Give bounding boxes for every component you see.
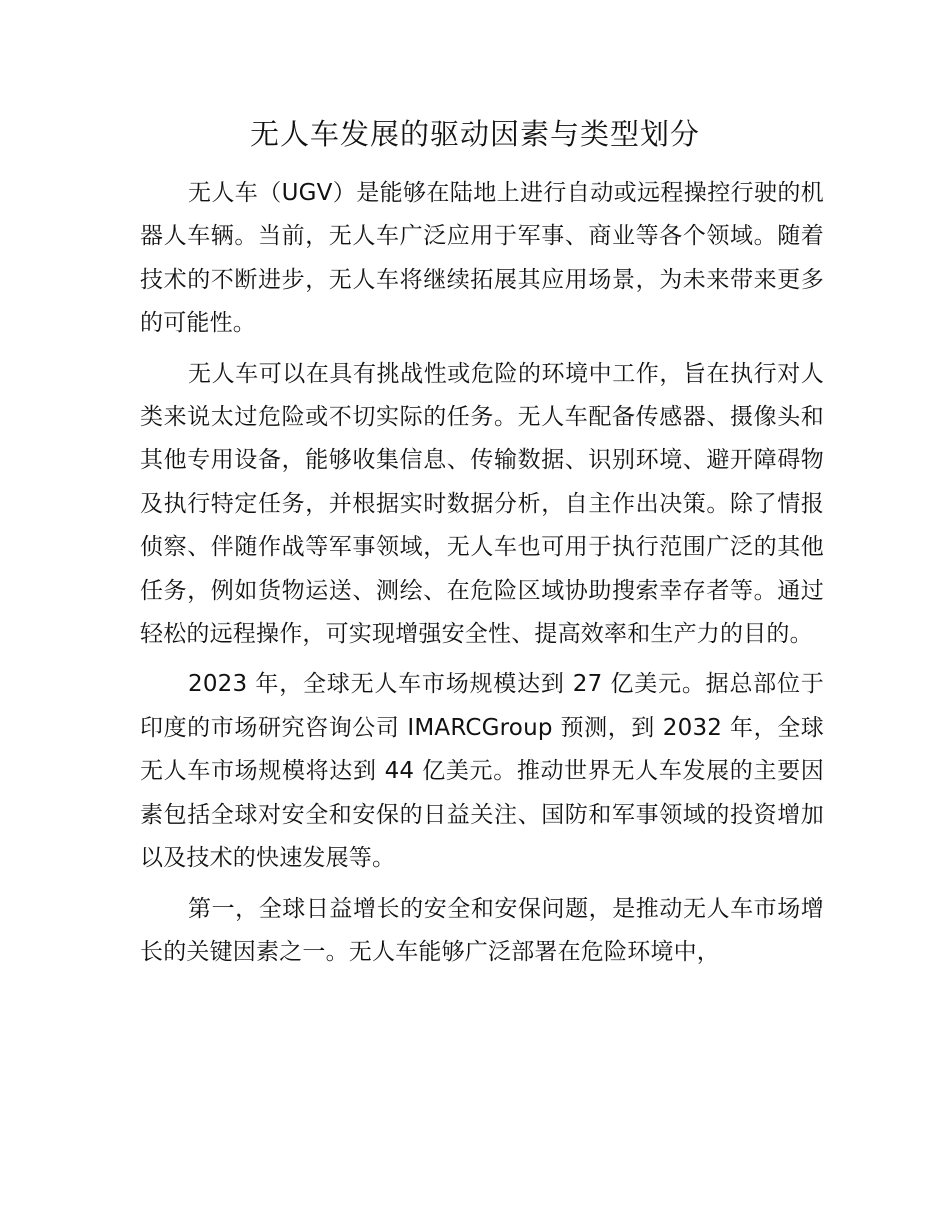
paragraph-3: 2023 年，全球无人车市场规模达到 27 亿美元。据总部位于印度的市场研究咨询公司 IMARCGroup 预测，到 2032 年，全球无人车市场规模将达到 44 亿美元。推动世界无人车发展的主要因素包括全球对安全和安保的日益关注、国防和军事领域的投资增加以及技术的快速发展等。 — [140, 671, 824, 872]
paragraph-2: 无人车可以在具有挑战性或危险的环境中工作，旨在执行对人类来说太过危险或不切实际的任务。无人车配备传感器、摄像头和其他专用设备，能够收集信息、传输数据、识别环境、避开障碍物及执行特定任务，并根据实时数据分析，自主作出决策。除了情报侦察、伴随作战等军事领域，无人车也可用于执行范围广泛的其他任务，例如货物运送、测绘、在危险区域协助搜索幸存者等。通过轻松的远程操作，可实现增强安全性、提高效率和生产力的目的。 — [140, 360, 824, 648]
paragraph-1: 无人车（UGV）是能够在陆地上进行自动或远程操控行驶的机器人车辆。当前，无人车广泛应用于军事、商业等各个领域。随着技术的不断进步，无人车将继续拓展其应用场景，为未来带来更多的可能性。 — [140, 180, 824, 337]
paragraph-4: 第一，全球日益增长的安全和安保问题，是推动无人车市场增长的关键因素之一。无人车能够广泛部署在危险环境中， — [140, 895, 824, 965]
document-title: 无人车发展的驱动因素与类型划分 — [249, 117, 700, 151]
document-body — [140, 172, 824, 981]
